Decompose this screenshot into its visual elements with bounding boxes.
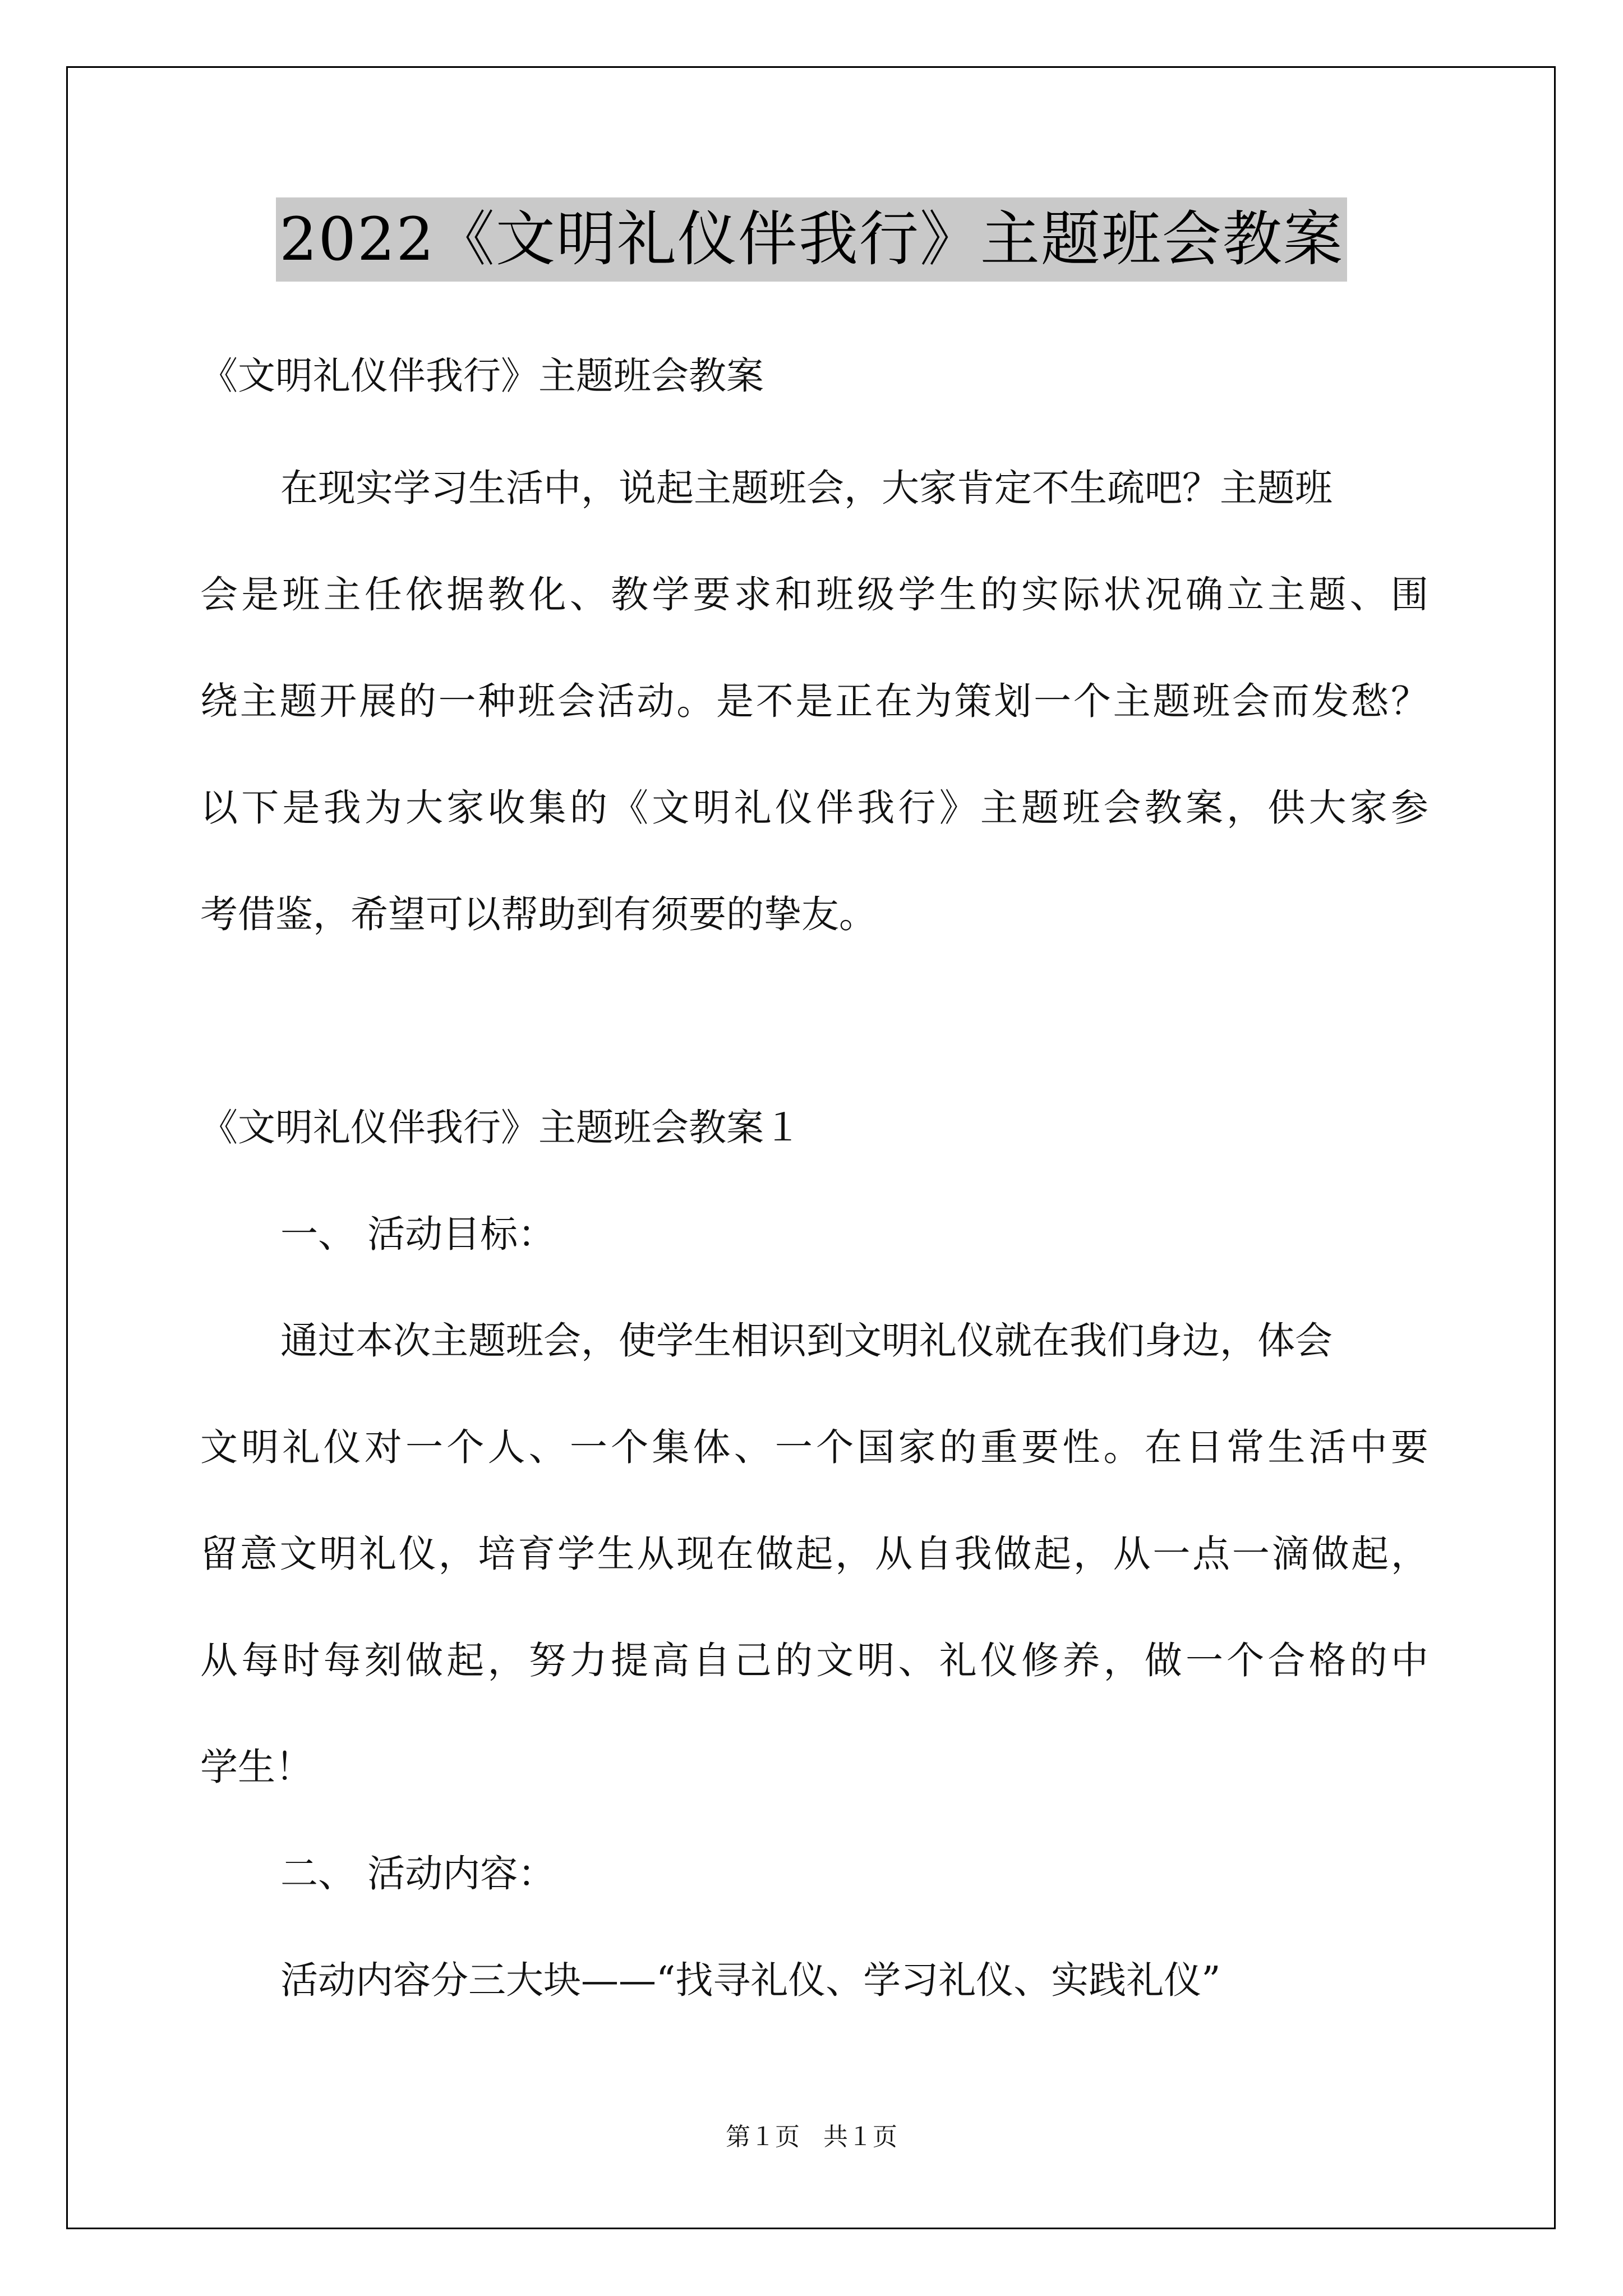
page-footer [0, 2120, 1623, 2154]
intro-line-3: 绕主题开展的一种班会活动。是不是正在为策划一个主题班会而发愁？ [200, 679, 1428, 723]
intro-line-2: 会是班主任依据教化、教学要求和班级学生的实际状况确立主题、围 [200, 573, 1428, 616]
intro-line-5: 考借鉴，希望可以帮助到有须要的挚友。 [200, 892, 877, 936]
goal-line-2: 文明礼仪对一个人、一个集体、一个国家的重要性。在日常生活中要 [200, 1425, 1428, 1469]
subtitle-line: 《文明礼仪伴我行》主题班会教案 [200, 354, 764, 398]
goal-line-5: 学生！ [200, 1745, 313, 1789]
goal-line-1: 通过本次主题班会，使学生相识到文明礼仪就在我们身边，体会 [280, 1319, 1332, 1363]
heading-goal: 一、 活动目标： [280, 1212, 556, 1256]
heading-content: 二、 活动内容： [280, 1852, 556, 1895]
intro-line-4: 以下是我为大家收集的《文明礼仪伴我行》主题班会教案，供大家参 [200, 786, 1428, 830]
footer-total-pages: 共１页 [823, 2123, 897, 2151]
footer-page-number: 第１页 [726, 2123, 800, 2151]
goal-line-3: 留意文明礼仪，培育学生从现在做起，从自我做起，从一点一滴做起， [200, 1532, 1428, 1576]
content-line-1: 活动内容分三大块——“找寻礼仪、学习礼仪、实践礼仪” [280, 1958, 1221, 2002]
title-wrap [0, 197, 1623, 282]
section-heading: 《文明礼仪伴我行》主题班会教案１ [200, 1106, 801, 1149]
document-title: 2022《文明礼仪伴我行》主题班会教案 [276, 197, 1347, 282]
intro-line-1: 在现实学习生活中，说起主题班会，大家肯定不生疏吧？主题班 [280, 466, 1332, 510]
goal-line-4: 从每时每刻做起，努力提高自己的文明、礼仪修养，做一个合格的中 [200, 1639, 1428, 1682]
